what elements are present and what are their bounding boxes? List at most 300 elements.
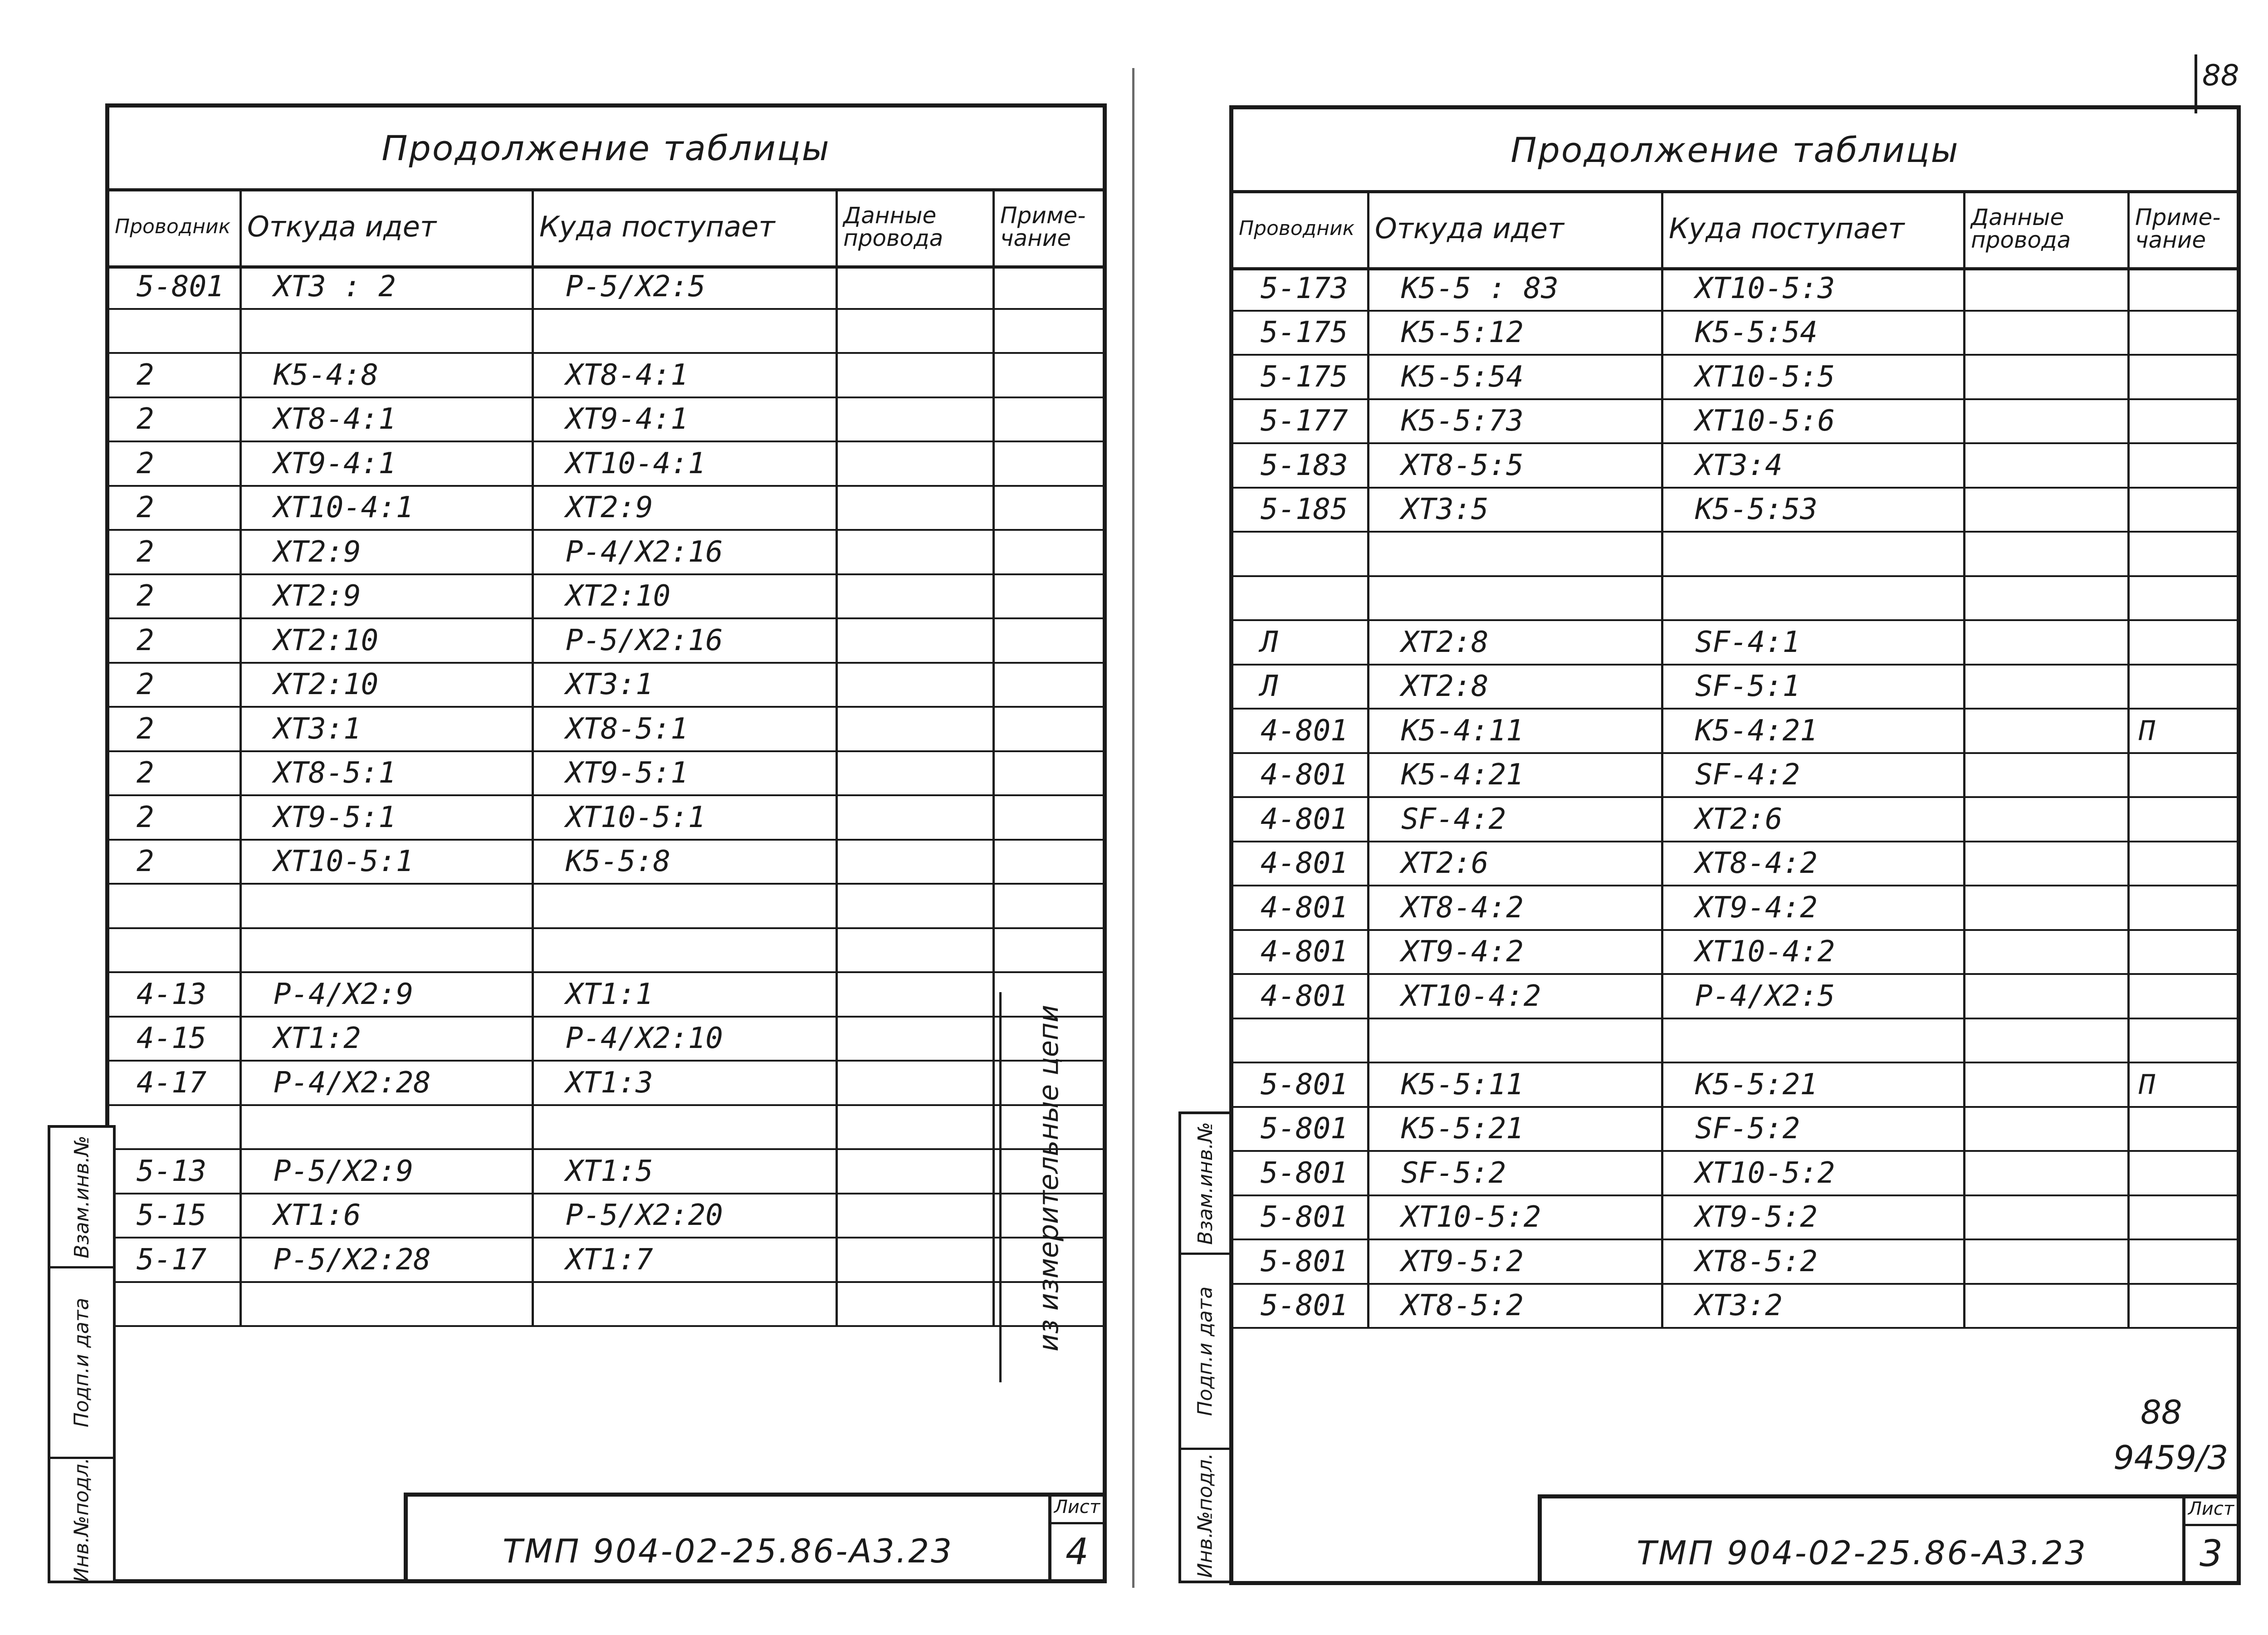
conductor-cell: 2 xyxy=(109,442,242,485)
table-row xyxy=(109,1238,1103,1283)
wire-data-cell xyxy=(1965,1196,2130,1239)
wire-data-cell xyxy=(1965,444,2130,487)
wire-data-cell xyxy=(838,885,995,927)
table-row xyxy=(1233,312,2237,356)
strip-label-replace: Взам.инв.№ xyxy=(1193,1122,1217,1245)
note-cell xyxy=(2130,666,2237,708)
from-cell: K5-5:11 xyxy=(1369,1063,1663,1106)
conductor-cell: 2 xyxy=(109,752,242,795)
conductor-cell: 2 xyxy=(109,619,242,662)
table-row xyxy=(1233,886,2237,931)
right-ref-page: 88 xyxy=(2141,1393,2182,1431)
to-cell: XT8-4:1 xyxy=(534,354,838,397)
note-cell xyxy=(2130,312,2237,354)
to-cell: XT3:4 xyxy=(1663,444,1965,487)
from-cell: K5-5 : 83 xyxy=(1369,267,1663,310)
table-row xyxy=(1233,400,2237,445)
conductor-cell: 4-801 xyxy=(1233,886,1369,929)
conductor-cell: 5-175 xyxy=(1233,312,1369,354)
left-sheet xyxy=(105,103,1107,1583)
wire-data-cell xyxy=(838,1150,995,1193)
table-row xyxy=(109,929,1103,974)
to-cell: K5-5:54 xyxy=(1663,312,1965,354)
conductor-cell: Л xyxy=(1233,666,1369,708)
wire-data-cell xyxy=(838,1238,995,1281)
strip-label-sign: Подп.и дата xyxy=(1193,1286,1217,1416)
conductor-cell: 5-173 xyxy=(1233,267,1369,310)
conductor-cell: 2 xyxy=(109,575,242,618)
right-strip-replace xyxy=(1181,1114,1229,1255)
table-row xyxy=(109,1283,1103,1327)
wire-data-cell xyxy=(1965,975,2130,1018)
wire-data-cell xyxy=(838,1194,995,1237)
to-cell: XT10-5:5 xyxy=(1663,356,1965,398)
table-row xyxy=(1233,1152,2237,1196)
conductor-cell: 4-801 xyxy=(1233,754,1369,797)
from-cell: K5-5:12 xyxy=(1369,312,1663,354)
table-row xyxy=(109,1018,1103,1062)
wire-data-cell xyxy=(838,265,995,308)
from-cell: XT1:2 xyxy=(242,1018,534,1060)
table-row xyxy=(1233,754,2237,798)
to-cell: XT9-5:2 xyxy=(1663,1196,1965,1239)
note-cell xyxy=(2130,842,2237,885)
to-cell: P-4/X2:16 xyxy=(534,531,838,573)
wire-data-cell xyxy=(838,973,995,1016)
header-note: Приме-чание xyxy=(2135,204,2221,253)
wire-data-cell xyxy=(1965,577,2130,620)
conductor-cell: 4-17 xyxy=(109,1062,242,1104)
wire-data-cell xyxy=(1965,886,2130,929)
table-row xyxy=(1233,489,2237,533)
to-cell: XT9-4:1 xyxy=(534,398,838,441)
to-cell: K5-5:8 xyxy=(534,841,838,883)
vertical-note xyxy=(995,979,1103,1378)
conductor-cell: 4-801 xyxy=(1233,975,1369,1018)
strip-label-inv: Инв.№подл. xyxy=(1193,1453,1217,1578)
note-cell xyxy=(2130,798,2237,841)
wire-data-cell xyxy=(838,796,995,839)
table-row xyxy=(1233,666,2237,710)
table-row xyxy=(1233,710,2237,754)
conductor-cell: 5-801 xyxy=(1233,1240,1369,1283)
wire-data-cell xyxy=(838,354,995,397)
header-wire-data: Данные провода xyxy=(1965,190,2130,267)
table-row xyxy=(1233,444,2237,489)
wire-data-cell xyxy=(1965,666,2130,708)
table-row xyxy=(109,752,1103,797)
table-row xyxy=(1233,1240,2237,1285)
wire-data-cell xyxy=(838,1106,995,1149)
table-row xyxy=(109,841,1103,885)
to-cell: XT10-5:3 xyxy=(1663,267,1965,310)
note-cell xyxy=(995,354,1103,397)
right-strip-inv xyxy=(1181,1450,1229,1581)
to-cell xyxy=(534,1106,838,1149)
to-cell: XT10-5:2 xyxy=(1663,1152,1965,1194)
note-cell xyxy=(995,575,1103,618)
table-row xyxy=(109,398,1103,443)
to-cell: XT3:1 xyxy=(534,664,838,706)
conductor-cell xyxy=(109,1106,242,1149)
wire-data-cell xyxy=(838,575,995,618)
to-cell: XT9-5:1 xyxy=(534,752,838,795)
table-row xyxy=(109,354,1103,398)
left-title-block xyxy=(404,1493,1107,1583)
from-cell: XT3:5 xyxy=(1369,489,1663,531)
strip-label-sign: Подп.и дата xyxy=(70,1297,93,1428)
table-row xyxy=(109,1150,1103,1194)
wire-data-cell xyxy=(838,531,995,573)
header-from: Откуда идет xyxy=(242,188,534,265)
header-note: Приме-чание xyxy=(1000,202,1086,251)
from-cell: K5-4:8 xyxy=(242,354,534,397)
conductor-cell xyxy=(109,310,242,352)
from-cell: XT2:8 xyxy=(1369,621,1663,664)
table-row xyxy=(1233,1063,2237,1108)
to-cell: XT1:1 xyxy=(534,973,838,1016)
conductor-cell: 4-801 xyxy=(1233,798,1369,841)
conductor-cell: 5-17 xyxy=(109,1238,242,1281)
table-row xyxy=(109,619,1103,664)
from-cell: K5-4:21 xyxy=(1369,754,1663,797)
to-cell xyxy=(534,310,838,352)
right-table-body xyxy=(1233,267,2237,1329)
to-cell: XT10-4:1 xyxy=(534,442,838,485)
table-row xyxy=(1233,621,2237,666)
to-cell: P-4/X2:10 xyxy=(534,1018,838,1060)
conductor-cell: 5-185 xyxy=(1233,489,1369,531)
table-row xyxy=(1233,975,2237,1019)
wire-data-cell xyxy=(838,487,995,529)
note-cell xyxy=(2130,444,2237,487)
wire-data-cell xyxy=(838,664,995,706)
right-side-strip xyxy=(1178,1111,1232,1583)
conductor-cell xyxy=(109,885,242,927)
from-cell: XT10-5:2 xyxy=(1369,1196,1663,1239)
wire-data-cell xyxy=(838,752,995,795)
note-cell: П xyxy=(2139,1068,2156,1101)
table-row xyxy=(109,885,1103,929)
wire-data-cell xyxy=(838,1018,995,1060)
note-cell xyxy=(2130,1108,2237,1150)
wire-data-cell xyxy=(1965,842,2130,885)
table-row xyxy=(109,487,1103,531)
right-table-header xyxy=(1233,190,2237,270)
to-cell: XT10-5:1 xyxy=(534,796,838,839)
conductor-cell: 4-15 xyxy=(109,1018,242,1060)
from-cell: XT2:10 xyxy=(242,619,534,662)
from-cell: XT8-5:5 xyxy=(1369,444,1663,487)
to-cell: XT1:7 xyxy=(534,1238,838,1281)
from-cell: XT8-4:2 xyxy=(1369,886,1663,929)
fold-line xyxy=(1132,68,1134,1588)
table-row xyxy=(1233,931,2237,975)
to-cell xyxy=(534,885,838,927)
wire-data-cell xyxy=(1965,1019,2130,1062)
note-cell xyxy=(995,442,1103,485)
wire-data-cell xyxy=(838,442,995,485)
table-row xyxy=(109,664,1103,708)
table-row xyxy=(109,1194,1103,1239)
table-row xyxy=(109,973,1103,1018)
from-cell: XT3:1 xyxy=(242,708,534,750)
to-cell: K5-5:53 xyxy=(1663,489,1965,531)
to-cell: XT3:2 xyxy=(1663,1285,1965,1327)
from-cell: XT10-5:1 xyxy=(242,841,534,883)
to-cell: XT10-5:6 xyxy=(1663,400,1965,443)
table-row xyxy=(109,1106,1103,1150)
table-row xyxy=(109,575,1103,620)
wire-data-cell xyxy=(838,929,995,972)
conductor-cell: 5-801 xyxy=(1233,1285,1369,1327)
to-cell xyxy=(1663,577,1965,620)
right-ref-doc: 9459/3 xyxy=(2113,1439,2229,1477)
from-cell xyxy=(242,929,534,972)
note-cell xyxy=(2130,1019,2237,1062)
left-side-strip xyxy=(48,1125,116,1583)
from-cell: P-5/X2:28 xyxy=(242,1238,534,1281)
wire-data-cell xyxy=(838,310,995,352)
wire-data-cell xyxy=(838,841,995,883)
wire-data-cell xyxy=(1965,1063,2130,1106)
to-cell: XT2:6 xyxy=(1663,798,1965,841)
left-strip-sign xyxy=(50,1268,113,1459)
from-cell: XT9-4:1 xyxy=(242,442,534,485)
from-cell xyxy=(242,885,534,927)
table-row xyxy=(109,442,1103,487)
to-cell xyxy=(534,1283,838,1326)
note-cell xyxy=(2130,886,2237,929)
table-row xyxy=(1233,267,2237,312)
note-cell xyxy=(2130,489,2237,531)
table-row xyxy=(1233,1108,2237,1152)
conductor-cell: 4-801 xyxy=(1233,710,1369,752)
to-cell: K5-4:21 xyxy=(1663,710,1965,752)
to-cell xyxy=(1663,1019,1965,1062)
to-cell xyxy=(534,929,838,972)
conductor-cell: 2 xyxy=(109,841,242,883)
note-cell xyxy=(995,841,1103,883)
wire-data-cell xyxy=(1965,356,2130,398)
to-cell: XT10-4:2 xyxy=(1663,931,1965,974)
wire-data-cell xyxy=(838,708,995,750)
conductor-cell: 4-13 xyxy=(109,973,242,1016)
from-cell xyxy=(242,1106,534,1149)
wire-data-cell xyxy=(838,1062,995,1104)
to-cell: SF-5:2 xyxy=(1663,1108,1965,1150)
right-doc-code: ТМП 904-02-25.86-А3.23 xyxy=(1637,1534,2087,1572)
to-cell: P-5/X2:16 xyxy=(534,619,838,662)
table-row xyxy=(1233,1196,2237,1241)
note-cell xyxy=(2130,1285,2237,1327)
left-sheet-number: 4 xyxy=(1066,1530,1089,1573)
from-cell: XT2:6 xyxy=(1369,842,1663,885)
left-sheet-label: Лист xyxy=(1051,1497,1103,1524)
to-cell: P-4/X2:5 xyxy=(1663,975,1965,1018)
from-cell: XT10-4:2 xyxy=(1369,975,1663,1018)
wire-data-cell xyxy=(1965,754,2130,797)
conductor-cell xyxy=(109,1283,242,1326)
table-row xyxy=(109,310,1103,354)
strip-label-replace: Взам.инв.№ xyxy=(70,1136,93,1258)
wire-data-cell xyxy=(1965,710,2130,752)
conductor-cell: 5-801 xyxy=(1233,1108,1369,1150)
note-cell xyxy=(995,885,1103,927)
note-cell xyxy=(2130,400,2237,443)
note-cell xyxy=(2130,931,2237,974)
header-conductor: Проводник xyxy=(1233,190,1369,267)
from-cell xyxy=(1369,533,1663,575)
from-cell: P-4/X2:28 xyxy=(242,1062,534,1104)
from-cell: K5-5:73 xyxy=(1369,400,1663,443)
from-cell: K5-5:54 xyxy=(1369,356,1663,398)
table-row xyxy=(1233,533,2237,577)
conductor-cell: 5-801 xyxy=(1233,1063,1369,1106)
left-table-header xyxy=(109,188,1103,269)
note-cell xyxy=(2130,533,2237,575)
to-cell: XT8-5:2 xyxy=(1663,1240,1965,1283)
note-cell: П xyxy=(2139,715,2156,747)
wire-data-cell xyxy=(1965,1152,2130,1194)
note-cell xyxy=(995,619,1103,662)
conductor-cell: 2 xyxy=(109,796,242,839)
note-cell xyxy=(2130,1152,2237,1194)
note-cell xyxy=(995,531,1103,573)
to-cell: XT9-4:2 xyxy=(1663,886,1965,929)
note-cell xyxy=(2130,356,2237,398)
table-row xyxy=(109,1062,1103,1106)
to-cell: XT1:3 xyxy=(534,1062,838,1104)
left-strip-inv xyxy=(50,1459,113,1581)
from-cell: XT10-4:1 xyxy=(242,487,534,529)
left-doc-code: ТМП 904-02-25.86-А3.23 xyxy=(503,1532,953,1570)
wire-data-cell xyxy=(1965,1240,2130,1283)
wire-data-cell xyxy=(1965,931,2130,974)
vertical-note-text: из измерительные цепи xyxy=(1033,1004,1065,1352)
table-row xyxy=(1233,842,2237,887)
header-conductor: Проводник xyxy=(109,188,242,265)
header-to: Куда поступает xyxy=(534,188,838,265)
to-cell: XT8-5:1 xyxy=(534,708,838,750)
conductor-cell xyxy=(1233,577,1369,620)
conductor-cell: Л xyxy=(1233,621,1369,664)
note-cell xyxy=(2130,267,2237,310)
table-row xyxy=(109,531,1103,575)
from-cell: P-5/X2:9 xyxy=(242,1150,534,1193)
note-cell xyxy=(2130,621,2237,664)
note-cell xyxy=(995,398,1103,441)
header-to: Куда поступает xyxy=(1663,190,1965,267)
from-cell: XT9-4:2 xyxy=(1369,931,1663,974)
to-cell: SF-4:1 xyxy=(1663,621,1965,664)
from-cell: XT3 : 2 xyxy=(242,265,534,308)
from-cell: XT2:8 xyxy=(1369,666,1663,708)
corner-line xyxy=(2195,54,2197,113)
conductor-cell: 2 xyxy=(109,664,242,706)
note-cell xyxy=(2130,975,2237,1018)
from-cell: K5-4:11 xyxy=(1369,710,1663,752)
note-cell xyxy=(995,664,1103,706)
right-sheet-label: Лист xyxy=(2185,1498,2237,1526)
conductor-cell: 5-13 xyxy=(109,1150,242,1193)
from-cell: XT9-5:1 xyxy=(242,796,534,839)
note-cell xyxy=(2130,1240,2237,1283)
right-title-block xyxy=(1538,1494,2241,1585)
conductor-cell: 5-801 xyxy=(1233,1152,1369,1194)
corner-page-number: 88 xyxy=(2202,59,2239,93)
to-cell: SF-4:2 xyxy=(1663,754,1965,797)
wire-data-cell xyxy=(1965,1285,2130,1327)
table-row xyxy=(109,796,1103,841)
to-cell: XT8-4:2 xyxy=(1663,842,1965,885)
conductor-cell: 2 xyxy=(109,531,242,573)
conductor-cell: 5-175 xyxy=(1233,356,1369,398)
to-cell: K5-5:21 xyxy=(1663,1063,1965,1106)
conductor-cell xyxy=(1233,1019,1369,1062)
to-cell: P-5/X2:20 xyxy=(534,1194,838,1237)
table-row xyxy=(109,708,1103,752)
note-cell xyxy=(995,796,1103,839)
left-table-title: Продолжение таблицы xyxy=(109,108,1103,191)
to-cell: XT2:10 xyxy=(534,575,838,618)
left-table-body xyxy=(109,265,1103,1327)
from-cell: XT1:6 xyxy=(242,1194,534,1237)
wire-data-cell xyxy=(838,619,995,662)
from-cell: XT8-5:1 xyxy=(242,752,534,795)
from-cell: XT2:9 xyxy=(242,531,534,573)
conductor-cell: 2 xyxy=(109,487,242,529)
table-row xyxy=(1233,1019,2237,1064)
from-cell: XT2:10 xyxy=(242,664,534,706)
to-cell: P-5/X2:5 xyxy=(534,265,838,308)
right-table-title: Продолжение таблицы xyxy=(1233,109,2237,193)
wire-data-cell xyxy=(1965,312,2130,354)
note-cell xyxy=(995,708,1103,750)
from-cell: SF-4:2 xyxy=(1369,798,1663,841)
table-row xyxy=(1233,798,2237,842)
conductor-cell: 4-801 xyxy=(1233,931,1369,974)
conductor-cell: 5-15 xyxy=(109,1194,242,1237)
note-cell xyxy=(2130,1196,2237,1239)
note-cell xyxy=(2130,577,2237,620)
to-cell xyxy=(1663,533,1965,575)
wire-data-cell xyxy=(1965,400,2130,443)
strip-label-inv: Инв.№подл. xyxy=(70,1457,93,1582)
note-cell xyxy=(995,752,1103,795)
wire-data-cell xyxy=(838,1283,995,1326)
conductor-cell: 5-183 xyxy=(1233,444,1369,487)
from-cell xyxy=(242,310,534,352)
conductor-cell: 5-177 xyxy=(1233,400,1369,443)
to-cell: XT2:9 xyxy=(534,487,838,529)
left-sheet-box xyxy=(1048,1497,1103,1579)
from-cell xyxy=(1369,1019,1663,1062)
table-row xyxy=(1233,1285,2237,1329)
note-cell xyxy=(995,265,1103,308)
wire-data-cell xyxy=(838,398,995,441)
right-sheet xyxy=(1229,105,2241,1585)
right-sheet-number: 3 xyxy=(2200,1532,2223,1575)
wire-data-cell xyxy=(1965,533,2130,575)
left-strip-replace xyxy=(50,1128,113,1268)
from-cell xyxy=(1369,577,1663,620)
from-cell: P-4/X2:9 xyxy=(242,973,534,1016)
conductor-cell: 4-801 xyxy=(1233,842,1369,885)
wire-data-cell xyxy=(1965,798,2130,841)
conductor-cell xyxy=(1233,533,1369,575)
table-row xyxy=(1233,577,2237,622)
